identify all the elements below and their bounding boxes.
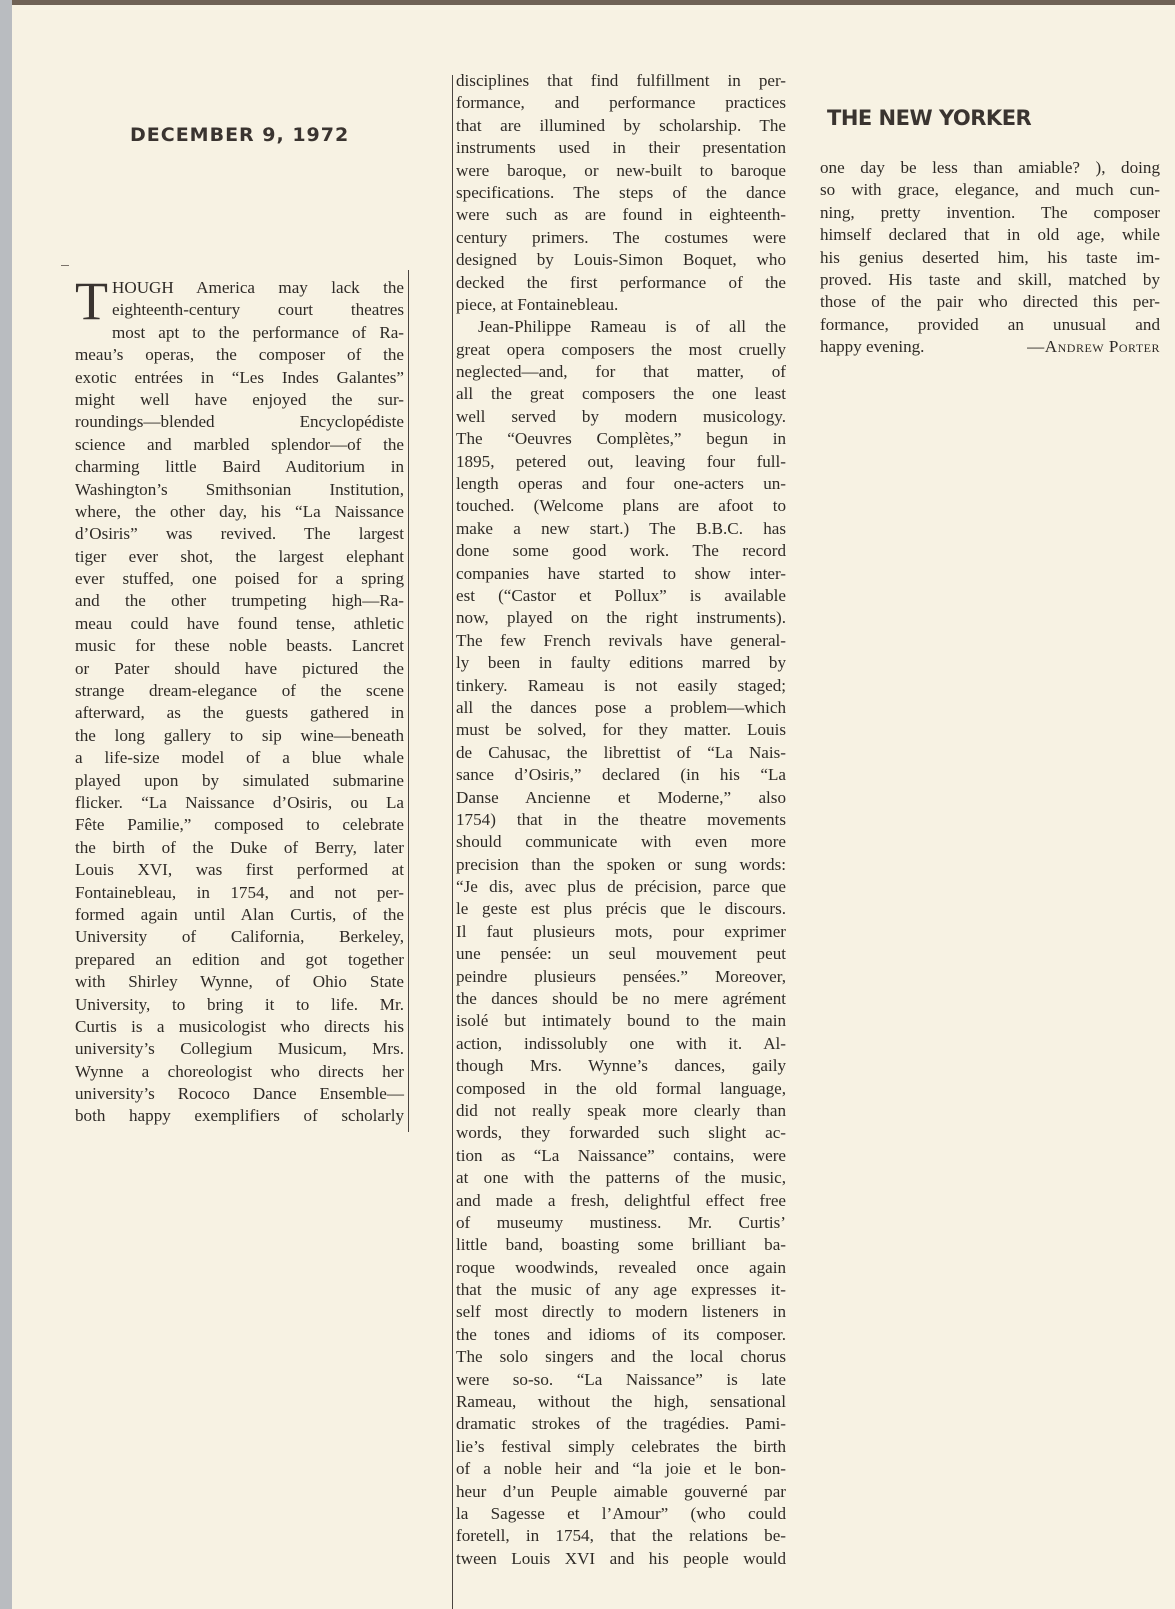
text-line: roque woodwinds, revealed once again xyxy=(456,1257,786,1277)
text-line: decked the first performance of the xyxy=(456,272,786,292)
text-line: now, played on the right instruments). xyxy=(456,608,786,628)
text-line: university’s Rococo Dance Ensemble— xyxy=(75,1084,404,1104)
text-line: make a new start.) The B.B.C. has xyxy=(456,518,786,538)
text-line: length operas and four one-acters un- xyxy=(456,474,786,494)
text-line: 1754) that in the theatre movements xyxy=(456,809,786,829)
article-column-1 xyxy=(75,271,404,1128)
text-line: tinkery. Rameau is not easily staged; xyxy=(456,675,786,695)
magazine-title-header: THE NEW YORKER xyxy=(827,106,1032,130)
text-line: science and marbled splendor—of the xyxy=(75,434,404,454)
text-line: Washington’s Smithsonian Institution, xyxy=(75,479,404,499)
text-line: sance d’Osiris,” declared (in his “La xyxy=(456,765,786,785)
text-line: were so-so. “La Naissance” is late xyxy=(456,1369,786,1389)
text-line: meau’s operas, the composer of the xyxy=(75,345,404,365)
text-line: Danse Ancienne et Moderne,” also xyxy=(456,787,786,807)
text-line: The “Oeuvres Complètes,” begun in xyxy=(456,429,786,449)
text-line: touched. (Welcome plans are afoot to xyxy=(456,496,786,516)
text-line: action, indissolubly one with it. Al- xyxy=(456,1033,786,1053)
text-line: were such as are found in eighteenth- xyxy=(456,205,786,225)
text-line: The solo singers and the local chorus xyxy=(456,1347,786,1367)
text-line: of a noble heir and “la joie et le bon- xyxy=(456,1459,786,1479)
text-line: all the dances pose a problem—which xyxy=(456,697,786,717)
text-line: University, to bring it to life. Mr. xyxy=(75,994,404,1014)
text-line: companies have started to show inter- xyxy=(456,563,786,583)
text-line: did not really speak more clearly than xyxy=(456,1100,786,1120)
text-line: Louis XVI, was first performed at xyxy=(75,860,404,880)
text-line: and the other trumpeting high—Ra- xyxy=(75,591,404,611)
text-line: happy evening. xyxy=(820,337,925,357)
text-line: or Pater should have pictured the xyxy=(75,658,404,678)
text-line: neglected—and, for that matter, of xyxy=(456,362,786,382)
text-line: Il faut plusieurs mots, pour exprimer xyxy=(456,921,786,941)
text-line: and made a fresh, delightful effect free xyxy=(456,1190,786,1210)
text-line: must be solved, for they matter. Louis xyxy=(456,720,786,740)
column-rule xyxy=(452,75,453,1609)
text-line: heur d’un Peuple aimable gouverné par xyxy=(456,1481,786,1501)
page-edge-shadow xyxy=(0,0,12,1609)
text-line: most apt to the performance of Ra- xyxy=(112,322,404,342)
text-line: those of the pair who directed this per- xyxy=(820,292,1160,312)
text-line: ning, pretty invention. The composer xyxy=(820,202,1160,222)
text-line: specifications. The steps of the dance xyxy=(456,182,786,202)
text-line: ever stuffed, one poised for a spring xyxy=(75,569,404,589)
text-line: university’s Collegium Musicum, Mrs. xyxy=(75,1039,404,1059)
text-line: might well have enjoyed the sur- xyxy=(75,389,404,409)
text-line: peindre plusieurs pensées.” Moreover, xyxy=(456,966,786,986)
text-line: century primers. The costumes were xyxy=(456,227,786,247)
text-line: self most directly to modern listeners in xyxy=(456,1302,786,1322)
text-line: music for these noble beasts. Lancret xyxy=(75,636,404,656)
text-line: exotic entrées in “Les Indes Galantes” xyxy=(75,367,404,387)
text-line: afterward, as the guests gathered in xyxy=(75,703,404,723)
text-line: 1895, petered out, leaving four full- xyxy=(456,451,786,471)
text-line: Wynne a choreologist who directs her xyxy=(75,1061,404,1081)
text-line: the tones and idioms of its composer. xyxy=(456,1324,786,1344)
text-line: prepared an edition and got together xyxy=(75,949,404,969)
text-line: HOUGH America may lack the xyxy=(112,278,404,297)
text-line: all the great composers the one least xyxy=(456,384,786,404)
text-line: meau could have found tense, athletic xyxy=(75,613,404,633)
text-line: Rameau, without the high, sensational xyxy=(456,1392,786,1412)
author-byline: —Andrew Porter xyxy=(1027,337,1160,357)
article-column-3 xyxy=(820,157,1160,359)
text-line: composed in the old formal language, xyxy=(456,1078,786,1098)
text-line: Curtis is a musicologist who directs his xyxy=(75,1016,404,1036)
text-line: precision than the spoken or sung words: xyxy=(456,854,786,874)
text-line: words, they forwarded such slight ac- xyxy=(456,1123,786,1143)
text-line: Fontainebleau, in 1754, and not per- xyxy=(75,882,404,902)
text-line: of museumy mustiness. Mr. Curtis’ xyxy=(456,1212,786,1232)
text-line: the dances should be no mere agrément xyxy=(456,989,786,1009)
page-date-header: DECEMBER 9, 1972 xyxy=(130,124,350,146)
text-line: Fête Pamilie,” composed to celebrate xyxy=(75,815,404,835)
text-line: his genius deserted him, his taste im- xyxy=(820,247,1160,267)
text-line: formance, provided an unusual and xyxy=(820,314,1160,334)
text-line: ly been in faulty editions marred by xyxy=(456,653,786,673)
text-line: piece, at Fontainebleau. xyxy=(456,294,619,314)
text-line: where, the other day, his “La Naissance xyxy=(75,501,404,521)
text-line: little band, boasting some brilliant ba- xyxy=(456,1235,786,1255)
text-line: formance, and performance practices xyxy=(456,93,786,113)
text-line: though Mrs. Wynne’s dances, gaily xyxy=(456,1056,786,1076)
text-line: tiger ever shot, the largest elephant xyxy=(75,546,404,566)
text-line: himself declared that in old age, while xyxy=(820,225,1160,245)
text-line: dramatic strokes of the tragédies. Pami- xyxy=(456,1414,786,1434)
text-line: Jean-Philippe Rameau is of all the xyxy=(478,317,786,337)
text-line: isolé but intimately bound to the main xyxy=(456,1011,786,1031)
drop-cap: T xyxy=(75,271,108,331)
text-line: “Je dis, avec plus de précision, parce que xyxy=(456,877,786,897)
text-line: la Sagesse et l’Amour” (who could xyxy=(456,1504,786,1523)
printer-mark xyxy=(61,265,69,266)
text-line: University of California, Berkeley, xyxy=(75,927,404,947)
column-rule xyxy=(408,270,409,1132)
text-line: designed by Louis-Simon Boquet, who xyxy=(456,250,786,270)
text-line: tion as “La Naissance” contains, were xyxy=(456,1145,786,1165)
text-line: d’Osiris” was revived. The largest xyxy=(75,524,404,544)
text-line: eighteenth-century court theatres xyxy=(112,300,404,320)
text-line: charming little Baird Auditorium in xyxy=(75,457,404,477)
text-line: disciplines that find fulfillment in per- xyxy=(456,71,786,90)
text-line: roundings—blended Encyclopédiste xyxy=(75,412,404,432)
text-line: at one with the patterns of the music, xyxy=(456,1168,786,1188)
text-line: should communicate with even more xyxy=(456,832,786,852)
text-line: est (“Castor et Pollux” is available xyxy=(456,585,786,605)
text-line: that the music of any age expresses it- xyxy=(456,1280,786,1300)
text-line: the birth of the Duke of Berry, later xyxy=(75,837,404,857)
text-line: foretell, in 1754, that the relations be- xyxy=(456,1526,786,1546)
text-line: great opera composers the most cruelly xyxy=(456,339,786,359)
text-line: de Cahusac, the librettist of “La Nais- xyxy=(456,742,786,762)
article-column-2 xyxy=(456,70,786,1570)
text-line: so with grace, elegance, and much cun- xyxy=(820,180,1160,200)
text-line: le geste est plus précis que le discours. xyxy=(456,899,786,919)
text-line: The few French revivals have general- xyxy=(456,630,786,650)
text-line: one day be less than amiable? ), doing xyxy=(820,158,1160,177)
text-line: lie’s festival simply celebrates the birth xyxy=(456,1436,786,1456)
text-line: une pensée: un seul mouvement peut xyxy=(456,944,786,964)
text-line: instruments used in their presentation xyxy=(456,138,786,158)
text-line: well served by modern musicology. xyxy=(456,406,786,426)
text-line: were baroque, or new-built to baroque xyxy=(456,160,786,180)
text-line: strange dream-elegance of the scene xyxy=(75,681,404,701)
text-line: done some good work. The record xyxy=(456,541,786,561)
text-line: tween Louis XVI and his people would xyxy=(456,1548,786,1568)
text-line: a life-size model of a blue whale xyxy=(75,748,404,768)
text-line: with Shirley Wynne, of Ohio State xyxy=(75,972,404,992)
text-line: played upon by simulated submarine xyxy=(75,770,404,790)
text-line: that are illumined by scholarship. The xyxy=(456,115,786,135)
text-line: flicker. “La Naissance d’Osiris, ou La xyxy=(75,792,404,812)
text-line: formed again until Alan Curtis, of the xyxy=(75,904,404,924)
text-line: the long gallery to sip wine—beneath xyxy=(75,725,404,745)
text-line: proved. His taste and skill, matched by xyxy=(820,269,1160,289)
text-line: both happy exemplifiers of scholarly xyxy=(75,1106,404,1126)
